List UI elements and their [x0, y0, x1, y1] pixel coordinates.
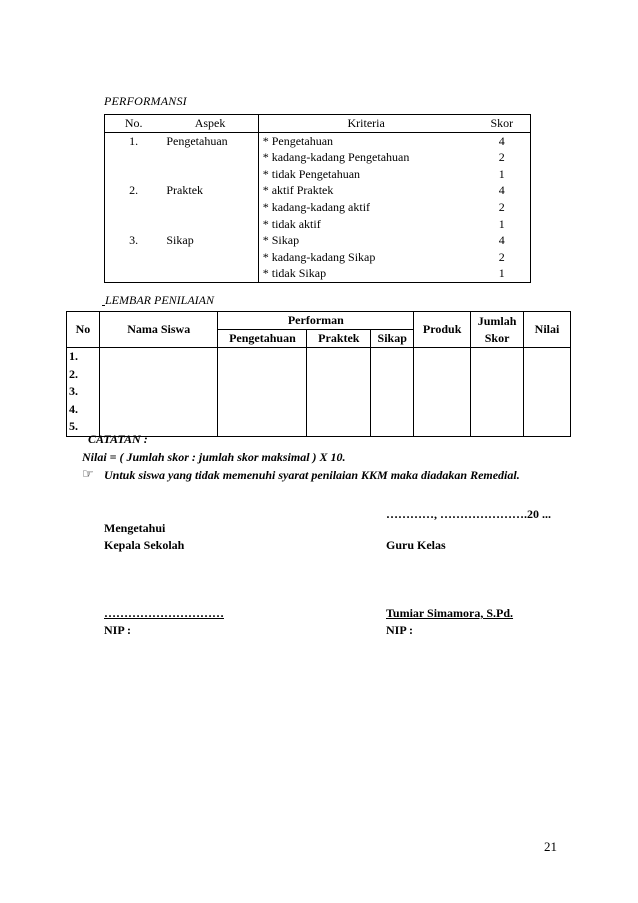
- headmaster-name-blank: …………………………: [104, 606, 224, 620]
- col-header-pengetahuan: Pengetahuan: [218, 330, 307, 348]
- rubric-table: [104, 114, 531, 283]
- cell-pengetahuan: [218, 348, 307, 437]
- rubric-header-kriteria: Kriteria: [258, 115, 473, 133]
- table-row: [105, 199, 531, 216]
- nip-left: NIP :: [104, 623, 131, 637]
- page-number: 21: [544, 839, 557, 854]
- rubric-aspek: Sikap: [166, 233, 194, 248]
- col-header-produk: Produk: [414, 312, 471, 348]
- cell-nilai: [524, 348, 571, 437]
- guru-kelas-label: Guru Kelas: [386, 538, 446, 552]
- col-header-praktek: Praktek: [307, 330, 371, 348]
- rubric-header-aspek: Aspek: [162, 115, 258, 133]
- rubric-header-no: No.: [105, 115, 163, 133]
- rubric-skor: 2: [498, 249, 505, 264]
- rubric-kriteria: * kadang-kadang Sikap: [258, 249, 473, 266]
- teacher-name: Tumiar Simamora, S.Pd.: [386, 606, 514, 620]
- rubric-kriteria: * aktif Praktek: [258, 182, 473, 199]
- list-item: 3.: [69, 384, 78, 399]
- list-item: 2.: [69, 366, 78, 381]
- rubric-kriteria: * tidak Sikap: [258, 265, 473, 282]
- jumlah-label: Jumlah: [477, 313, 517, 328]
- rubric-skor: 1: [498, 216, 505, 231]
- cell-sikap: [371, 348, 414, 437]
- list-item: 5.: [69, 419, 78, 434]
- rubric-skor: 4: [498, 133, 505, 148]
- table-row: [105, 149, 531, 166]
- rubric-skor: 1: [498, 166, 505, 181]
- table-row: [105, 132, 531, 149]
- col-header-sikap: Sikap: [371, 330, 414, 348]
- rubric-kriteria: * kadang-kadang Pengetahuan: [258, 149, 473, 166]
- rubric-skor: 4: [498, 233, 505, 248]
- skor-label: Skor: [484, 330, 510, 345]
- table-row: [105, 249, 531, 266]
- rubric-kriteria: * Pengetahuan: [258, 132, 473, 149]
- cell-nama-siswa: [99, 348, 218, 437]
- rubric-kriteria: * Sikap: [258, 232, 473, 249]
- kepala-sekolah-label: Kepala Sekolah: [104, 538, 185, 552]
- catatan-label: CATATAN :: [88, 432, 148, 446]
- rubric-aspek: Pengetahuan: [166, 133, 228, 148]
- mengetahui-label: Mengetahui: [104, 521, 166, 535]
- table-row: [105, 232, 531, 249]
- list-item: 1.: [69, 349, 78, 364]
- rubric-skor: 2: [498, 150, 505, 165]
- place-date: …………, ………………….20 ...: [386, 507, 551, 521]
- col-header-nama-siswa: Nama Siswa: [99, 312, 218, 348]
- list-item: 4.: [69, 401, 78, 416]
- rubric-kriteria: * kadang-kadang aktif: [258, 199, 473, 216]
- rubric-no: 3.: [129, 233, 139, 248]
- table-row: [105, 166, 531, 183]
- rubric-skor: 2: [498, 199, 505, 214]
- section-title-performansi: PERFORMANSI: [104, 94, 187, 108]
- student-numbers: [67, 348, 100, 437]
- rubric-header-skor: Skor: [474, 115, 531, 133]
- table-row: [67, 348, 571, 437]
- rubric-skor: 1: [498, 266, 505, 281]
- table-row: [105, 265, 531, 282]
- rubric-kriteria: * tidak Pengetahuan: [258, 166, 473, 183]
- cell-produk: [414, 348, 471, 437]
- table-row: [105, 182, 531, 199]
- rubric-skor: 4: [498, 183, 505, 198]
- cell-jumlah-skor: [471, 348, 524, 437]
- section-title-lembar-penilaian: [102, 293, 214, 308]
- col-header-no: No: [67, 312, 100, 348]
- table-row: [105, 216, 531, 233]
- rubric-kriteria: * tidak aktif: [258, 216, 473, 233]
- rubric-no: 1.: [129, 133, 139, 148]
- pointing-hand-icon: ☞: [82, 467, 94, 482]
- nip-right: NIP :: [386, 623, 413, 637]
- rubric-no: 2.: [129, 183, 139, 198]
- col-header-nilai: Nilai: [524, 312, 571, 348]
- col-header-jumlah-skor: [471, 312, 524, 348]
- section-title-text: LEMBAR PENILAIAN: [105, 293, 214, 307]
- cell-praktek: [307, 348, 371, 437]
- nilai-formula: Nilai = ( Jumlah skor : jumlah skor maksimal ) X 10.: [82, 450, 346, 464]
- rubric-header-row: [105, 115, 531, 133]
- assessment-table: [66, 311, 571, 437]
- rubric-aspek: Praktek: [166, 183, 204, 198]
- remedial-note: Untuk siswa yang tidak memenuhi syarat penilaian KKM maka diadakan Remedial.: [104, 468, 520, 482]
- col-header-performan: Performan: [218, 312, 414, 330]
